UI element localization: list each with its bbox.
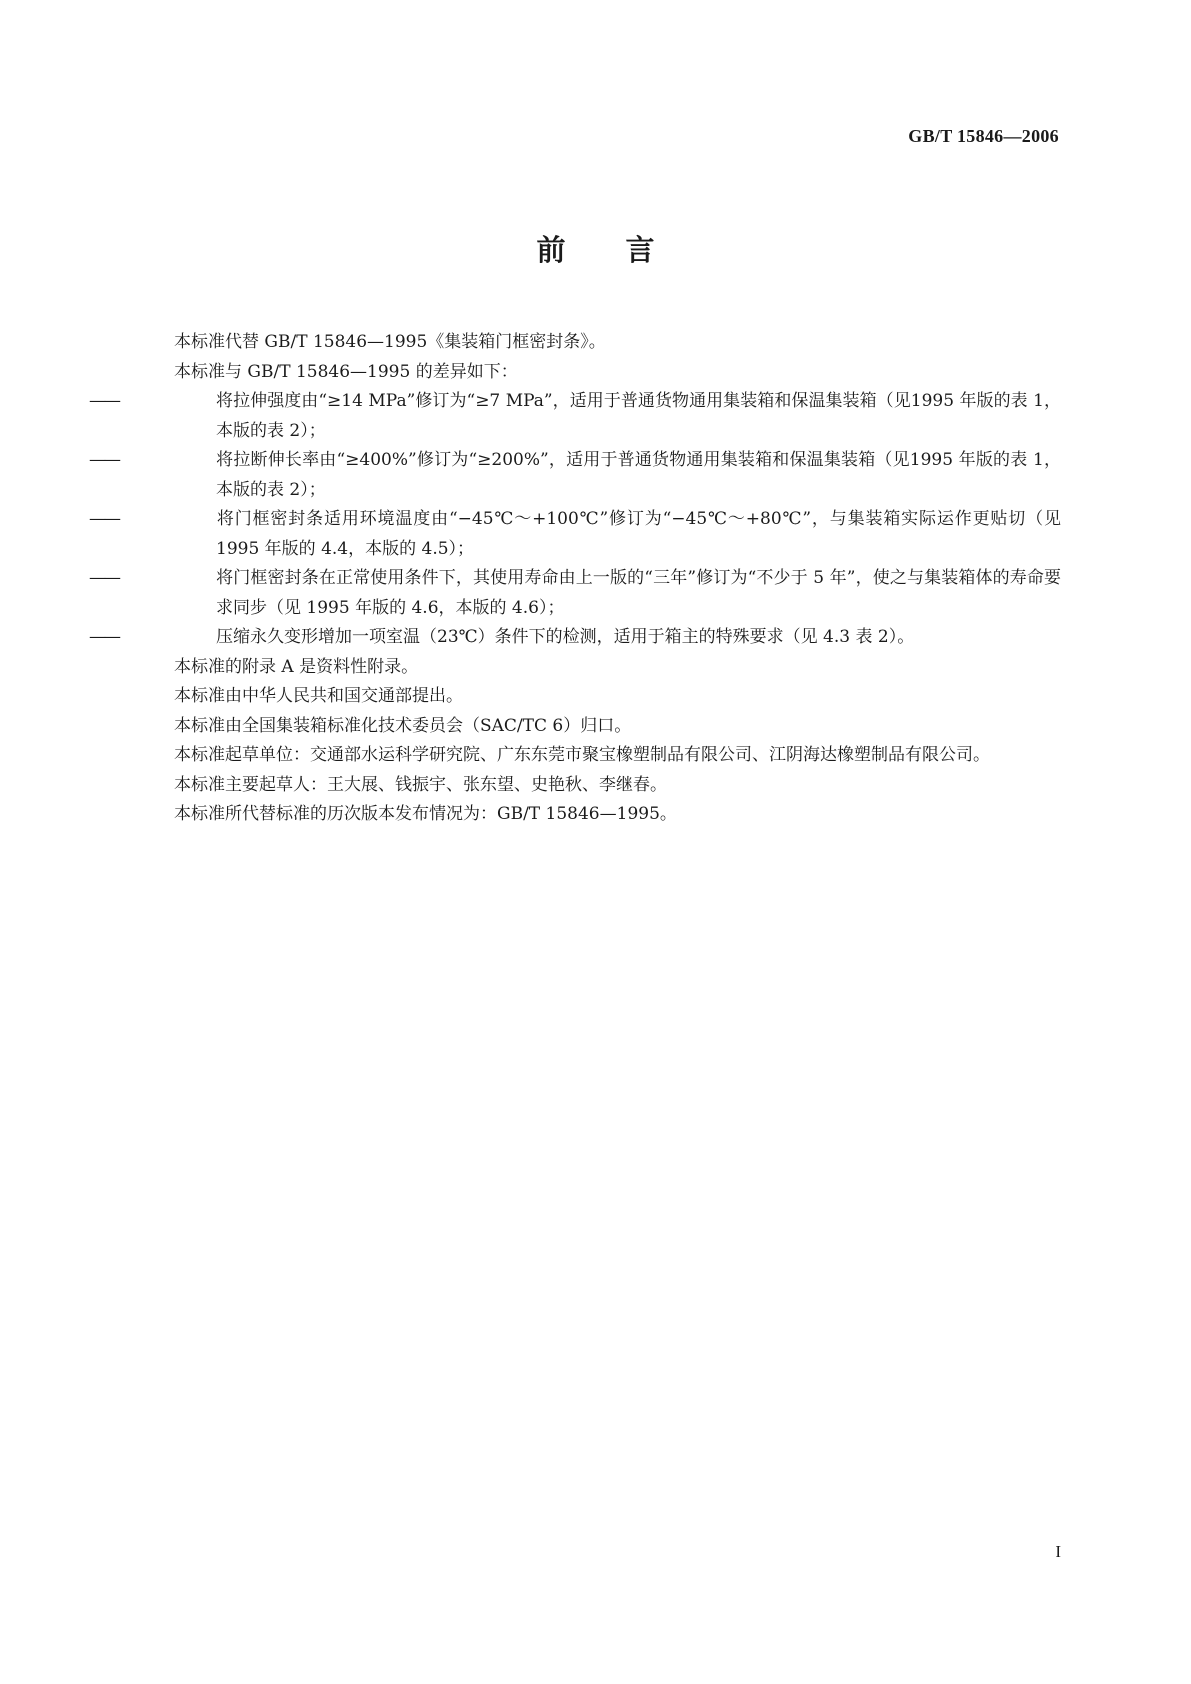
change-item-text: 将拉断伸长率由“≥400%”修订为“≥200%”，适用于普通货物通用集装箱和保温集装箱（见1995 年版的表 1，本版的表 2）； xyxy=(216,450,1061,500)
intro-differences-paragraph: 本标准与 GB/T 15846—1995 的差异如下： xyxy=(174,361,518,382)
page-title: 前言 xyxy=(536,233,715,267)
dash-marker: —— xyxy=(89,627,119,647)
change-item-text: 压缩永久变形增加一项室温（23℃）条件下的检测，适用于箱主的特殊要求（见 4.3 表 2）。 xyxy=(216,627,915,647)
dash-marker: —— xyxy=(89,509,119,529)
standard-code-header: GB/T 15846—2006 xyxy=(908,126,1059,146)
change-item-temperature xyxy=(89,505,1061,564)
appendix-note-paragraph: 本标准的附录 A 是资料性附录。 xyxy=(174,656,419,677)
change-item-tensile-strength xyxy=(89,387,1061,446)
change-item-service-life xyxy=(89,564,1061,623)
proposed-by-paragraph: 本标准由中华人民共和国交通部提出。 xyxy=(174,686,463,706)
drafting-units-paragraph: 本标准起草单位：交通部水运科学研究院、广东东莞市聚宝橡塑制品有限公司、江阴海达橡塑制品有限公司。 xyxy=(174,745,990,765)
intro-replaces-paragraph: 本标准代替 GB/T 15846—1995《集装箱门框密封条》。 xyxy=(174,332,606,352)
change-item-elongation xyxy=(89,446,1061,505)
foreword-body xyxy=(89,328,1061,830)
change-item-compression-set xyxy=(89,623,1061,653)
dash-marker: —— xyxy=(89,450,119,470)
change-item-text: 将门框密封条在正常使用条件下，其使用寿命由上一版的“三年”修订为“不少于 5 年”，使之与集装箱体的寿命要求同步（见 1995 年版的 4.6，本版的 4.6）； xyxy=(216,568,1061,618)
change-item-text: 将拉伸强度由“≥14 MPa”修订为“≥7 MPa”，适用于普通货物通用集装箱和保温集装箱（见1995 年版的表 1，本版的表 2）； xyxy=(216,391,1061,441)
main-drafters-paragraph: 本标准主要起草人：王大展、钱振宇、张东望、史艳秋、李继春。 xyxy=(174,774,667,795)
dash-marker: —— xyxy=(89,391,119,411)
page-number: I xyxy=(1055,1542,1061,1561)
dash-marker: —— xyxy=(89,568,119,588)
previous-editions-paragraph: 本标准所代替标准的历次版本发布情况为：GB/T 15846—1995。 xyxy=(174,804,677,824)
centralized-by-paragraph: 本标准由全国集装箱标准化技术委员会（SAC/TC 6）归口。 xyxy=(174,715,632,736)
change-item-text: 将门框密封条适用环境温度由“−45℃～+100℃”修订为“−45℃～+80℃”，与集装箱实际运作更贴切（见 1995 年版的 4.4，本版的 4.5）； xyxy=(216,509,1061,559)
